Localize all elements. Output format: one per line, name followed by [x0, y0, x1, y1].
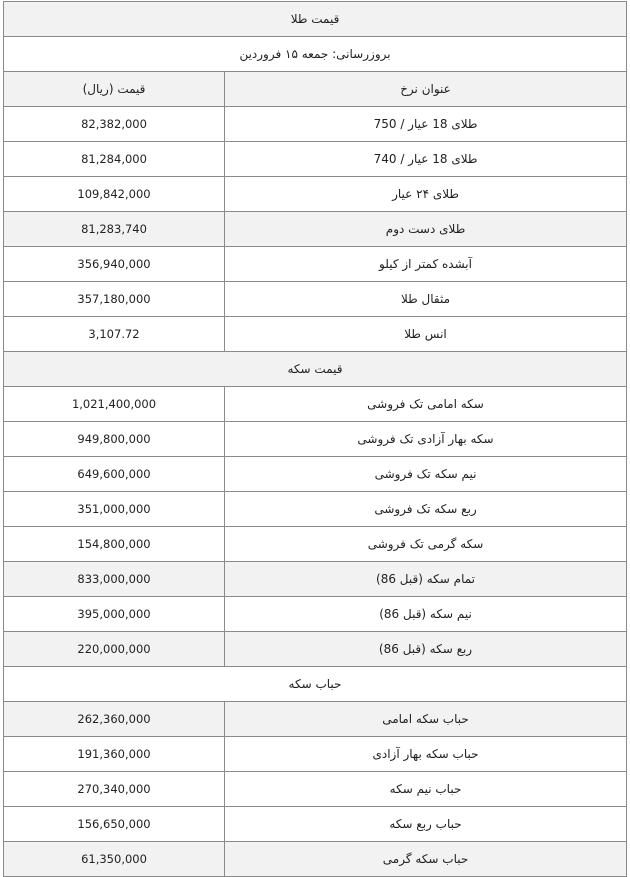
- rate-price: 3,107.72: [4, 317, 225, 352]
- rate-name: تمام سکه (قبل 86): [225, 562, 627, 597]
- table-row: [4, 492, 627, 527]
- rate-price: 270,340,000: [4, 772, 225, 807]
- rate-price: 61,350,000: [4, 842, 225, 877]
- rate-price: 649,600,000: [4, 457, 225, 492]
- rate-name: حباب نیم سکه: [225, 772, 627, 807]
- gold-section-title: قیمت طلا: [4, 2, 627, 37]
- table-row: [4, 702, 627, 737]
- table-row: [4, 807, 627, 842]
- table-row: [4, 247, 627, 282]
- bubble-section-title: حباب سکه: [4, 667, 627, 702]
- price-table: [3, 1, 627, 877]
- rate-name: حباب ربع سکه: [225, 807, 627, 842]
- rate-price: 356,940,000: [4, 247, 225, 282]
- rate-price: 154,800,000: [4, 527, 225, 562]
- rate-price: 357,180,000: [4, 282, 225, 317]
- table-row: [4, 842, 627, 877]
- rate-price: 156,650,000: [4, 807, 225, 842]
- rate-price: 81,284,000: [4, 142, 225, 177]
- table-row: [4, 387, 627, 422]
- update-row: [4, 37, 627, 72]
- rate-price: 262,360,000: [4, 702, 225, 737]
- rate-name: آبشده کمتر از کیلو: [225, 247, 627, 282]
- rate-name: طلای 18 عیار / 740: [225, 142, 627, 177]
- rate-name: نیم سکه تک فروشی: [225, 457, 627, 492]
- rate-name: طلای دست دوم: [225, 212, 627, 247]
- rate-name: ربع سکه تک فروشی: [225, 492, 627, 527]
- rate-name: نیم سکه (قبل 86): [225, 597, 627, 632]
- rate-name: حباب سکه امامی: [225, 702, 627, 737]
- rate-name: طلای 18 عیار / 750: [225, 107, 627, 142]
- header-rate-title: عنوان نرخ: [225, 72, 627, 107]
- rate-name: سکه گرمی تک فروشی: [225, 527, 627, 562]
- rate-price: 109,842,000: [4, 177, 225, 212]
- rate-name: مثقال طلا: [225, 282, 627, 317]
- rate-price: 395,000,000: [4, 597, 225, 632]
- table-row: [4, 212, 627, 247]
- table-row: [4, 457, 627, 492]
- table-row: [4, 317, 627, 352]
- rate-price: 191,360,000: [4, 737, 225, 772]
- column-header-row: [4, 72, 627, 107]
- rate-name: طلای ۲۴ عیار: [225, 177, 627, 212]
- rate-name: حباب سکه بهار آزادی: [225, 737, 627, 772]
- bubble-title-row: [4, 667, 627, 702]
- rate-price: 1,021,400,000: [4, 387, 225, 422]
- coin-section-title: قیمت سکه: [4, 352, 627, 387]
- table-row: [4, 527, 627, 562]
- header-price: قیمت (ریال): [4, 72, 225, 107]
- rate-name: سکه بهار آزادی تک فروشی: [225, 422, 627, 457]
- table-row: [4, 597, 627, 632]
- rate-price: 351,000,000: [4, 492, 225, 527]
- table-row: [4, 142, 627, 177]
- rate-price: 949,800,000: [4, 422, 225, 457]
- table-row: [4, 282, 627, 317]
- gold-title-row: [4, 2, 627, 37]
- rate-price: 833,000,000: [4, 562, 225, 597]
- table-row: [4, 737, 627, 772]
- rate-price: 81,283,740: [4, 212, 225, 247]
- rate-name: ربع سکه (قبل 86): [225, 632, 627, 667]
- rate-name: حباب سکه گرمی: [225, 842, 627, 877]
- table-row: [4, 772, 627, 807]
- coin-title-row: [4, 352, 627, 387]
- table-row: [4, 107, 627, 142]
- table-row: [4, 422, 627, 457]
- rate-price: 82,382,000: [4, 107, 225, 142]
- rate-name: سکه امامی تک فروشی: [225, 387, 627, 422]
- update-date-text: بروزرسانی: جمعه ۱۵ فروردین: [4, 37, 627, 72]
- rate-name: انس طلا: [225, 317, 627, 352]
- table-row: [4, 632, 627, 667]
- table-row: [4, 177, 627, 212]
- rate-price: 220,000,000: [4, 632, 225, 667]
- table-row: [4, 562, 627, 597]
